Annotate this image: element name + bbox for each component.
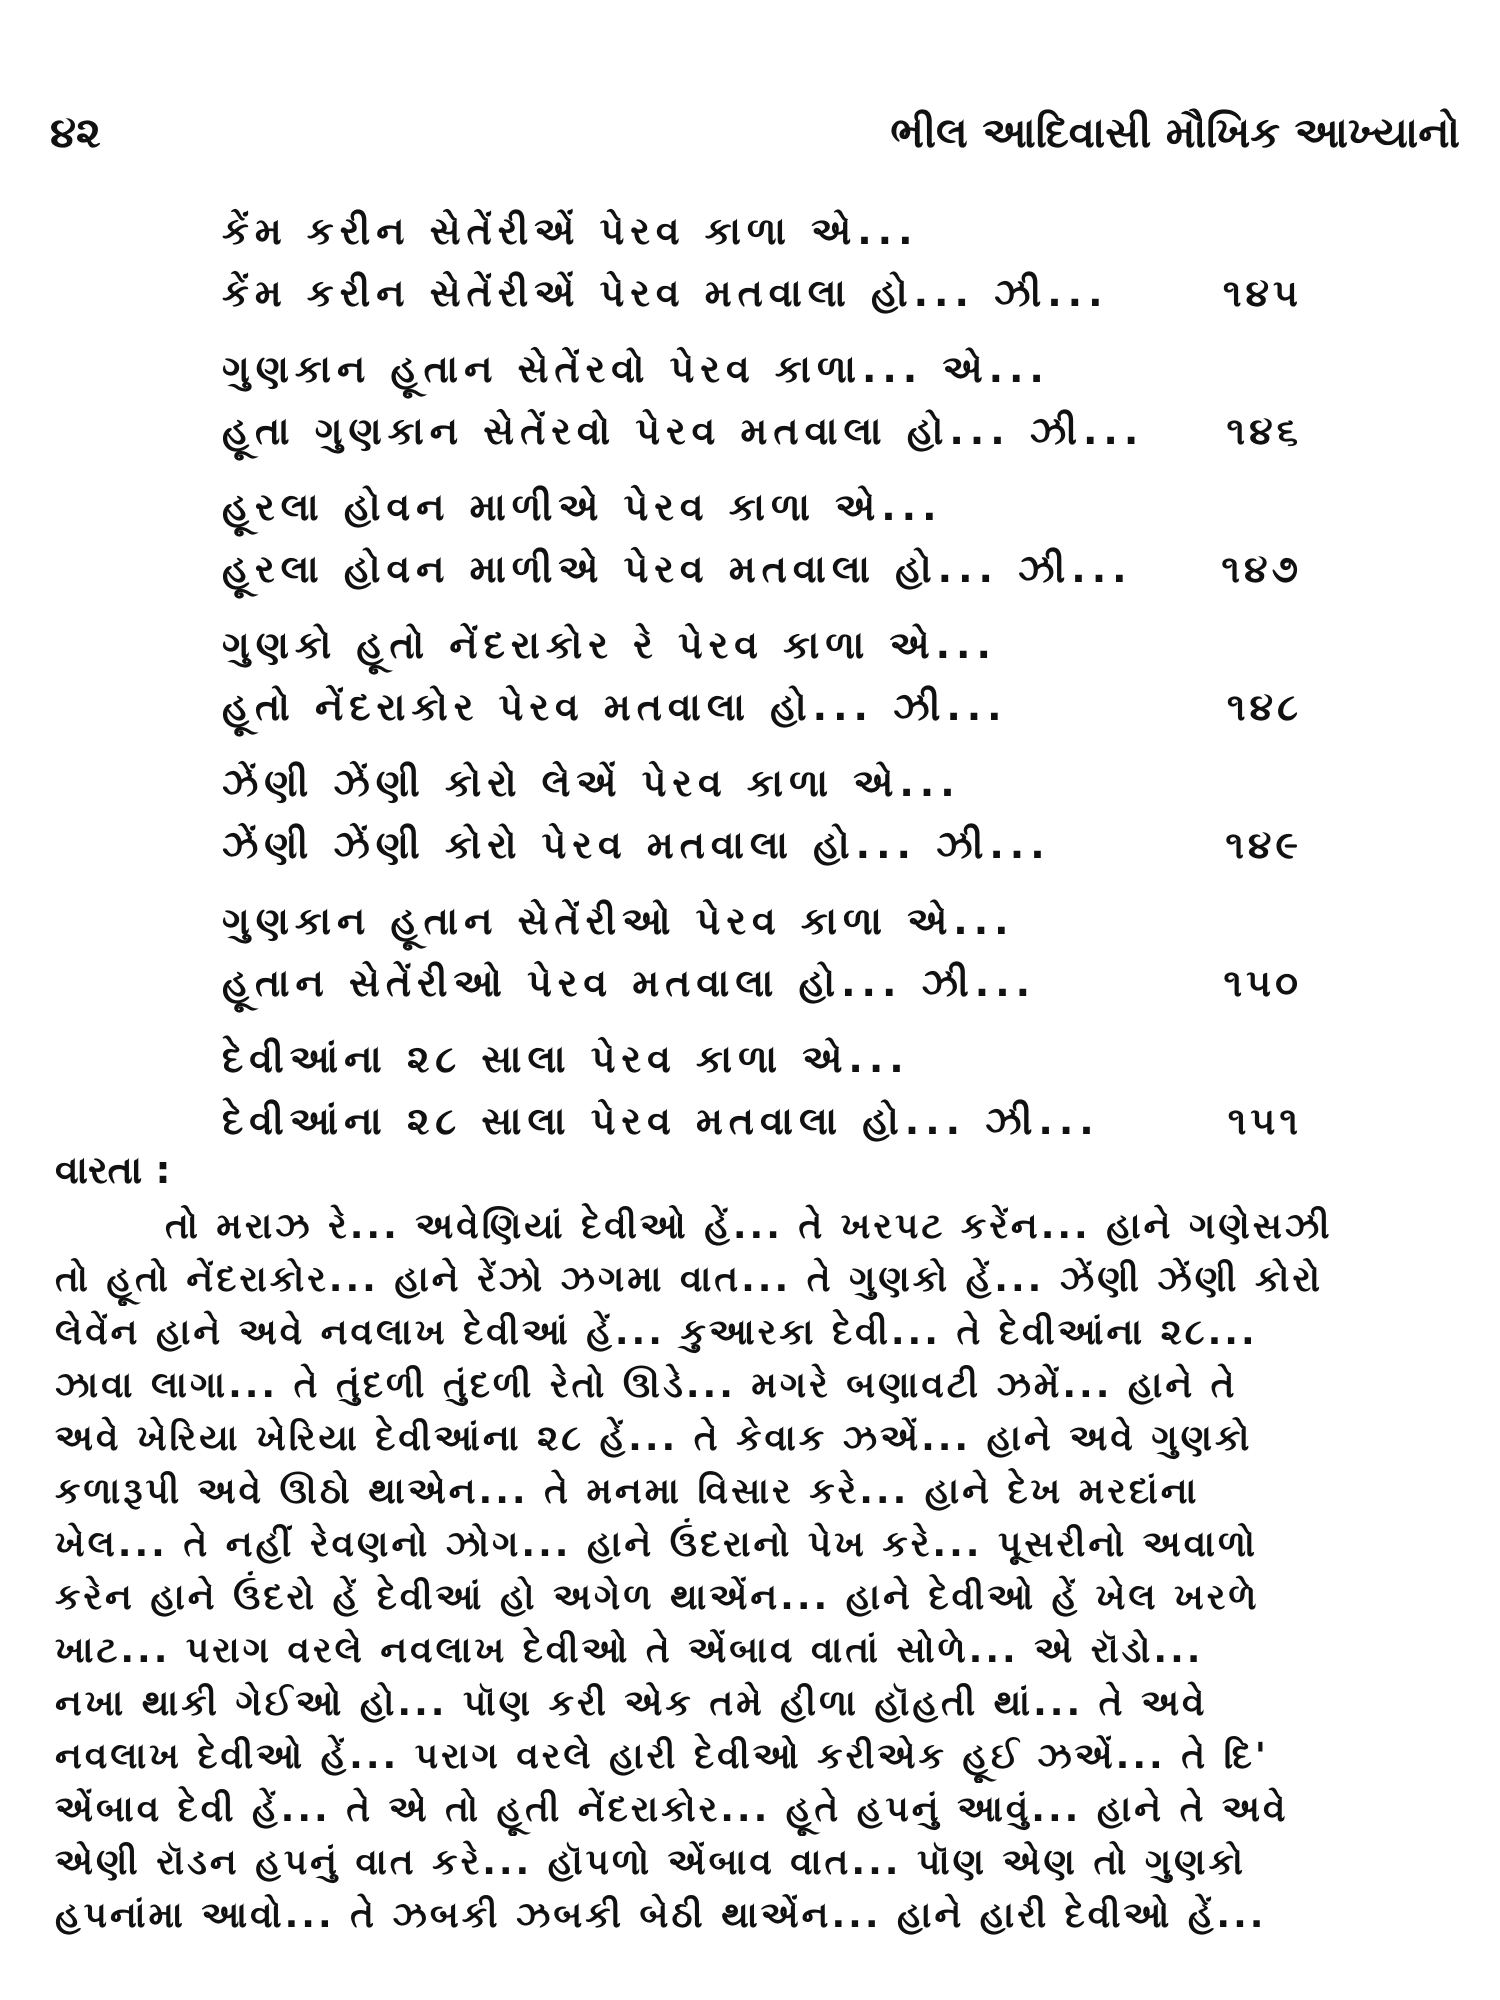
verse-text: ગુણકાન હૂતાન સેતેંરીઓ પેરવ કાળા એ... [222, 899, 1015, 943]
verse-text: ઝેંણી ઝેંણી કોરો પેરવ મતવાલા હો... ઝી... [222, 823, 1051, 867]
verse-line [222, 614, 1302, 676]
verse-text: હૂરલા હોવન માળીએ પેરવ મતવાલા હો... ઝી... [222, 547, 1133, 591]
prose-line: લેવેંન હાને અવે નવલાખ દેવીઆં હેં... કુઆરકા દેવી... તે દેવીઆંના ૨૮... [55, 1312, 1258, 1353]
stanza [222, 476, 1302, 614]
prose-line: ખાટ... પરાગ વરલે નવલાખ દેવીઓ તે એંબાવ વાતાં સોળે... એ રૉડો... [55, 1630, 1204, 1671]
prose-line: હપનાંમા આવો... તે ઝબકી ઝબકી બેઠી થાએંન... હાને હારી દેવીઓ હેં... [55, 1895, 1267, 1936]
verse-text: ગુણકાન હૂતાન સેતેંરવો પેરવ કાળા... એ... [222, 347, 1050, 391]
verse-text: હૂતાન સેતેંરીઓ પેરવ મતવાલા હો... ઝી... [222, 961, 1037, 1005]
verse-line [222, 890, 1302, 952]
verse-number: ૧૫૧ [1227, 1099, 1302, 1143]
verse-text: કેંમ કરીન સેતેંરીએં પેરવ મતવાલા હો... ઝી... [222, 271, 1109, 315]
verse-number: ૧૪૫ [1222, 271, 1302, 315]
verse-line [222, 1028, 1302, 1090]
prose-line: અવે ખેરિયા ખેરિયા દેવીઆંના ૨૮ હેં... તે કેવાક ઝએં... હાને અવે ગુણકો [55, 1418, 1253, 1459]
verse-section [222, 200, 1302, 1166]
verse-line [222, 400, 1302, 462]
running-title: ભીલ આદિવાસી મૌખિક આખ્યાનો [890, 108, 1460, 157]
verse-text: હૂતો નેંદરાકોર પેરવ મતવાલા હો... ઝી... [222, 685, 1008, 729]
prose-line: કરેન હાને ઉંદરો હેં દેવીઆં હો અગેળ થાએંન... હાને દેવીઓ હેં ખેલ ખરળે [55, 1577, 1260, 1618]
stanza [222, 752, 1302, 890]
verse-text: હૂતા ગુણકાન સેતેંરવો પેરવ મતવાલા હો... ઝી... [222, 409, 1145, 453]
prose-line: તો હૂતો નેંદરાકોર... હાને રેંઝો ઝગમા વાત... તે ગુણકો હેં... ઝેંણી ઝેંણી કોરો [55, 1259, 1324, 1300]
verse-text: દેવીઆંના ૨૮ સાલા પેરવ કાળા એ... [222, 1037, 910, 1081]
story-heading: વારતા : [55, 1148, 171, 1192]
prose-line: નવલાખ દેવીઓ હેં... પરાગ વરલે હારી દેવીઓ કરીએક હૂઈ ઝએં... તે દિ' [55, 1736, 1269, 1777]
stanza [222, 614, 1302, 752]
prose-line: એંબાવ દેવી હેં... તે એ તો હૂતી નેંદરાકોર... હૂતે હપનું આવું... હાને તે અવે [55, 1789, 1289, 1830]
verse-text: હૂરલા હોવન માળીએ પેરવ કાળા એ... [222, 485, 943, 529]
prose-line: ખેલ... તે નહીં રેવણનો ઝોગ... હાને ઉંદરાનો પેખ કરે... પૂસરીનો અવાળો [55, 1524, 1259, 1565]
verse-number: ૧૪૭ [1221, 547, 1302, 591]
story-text [55, 1200, 1470, 1942]
verse-line [222, 200, 1302, 262]
verse-line [222, 952, 1302, 1014]
verse-text: દેવીઆંના ૨૮ સાલા પેરવ મતવાલા હો... ઝી... [222, 1099, 1100, 1143]
stanza [222, 890, 1302, 1028]
verse-number: ૧૪૮ [1226, 685, 1302, 729]
verse-line [222, 338, 1302, 400]
prose-line: એણી રૉડન હપનું વાત કરે... હૉપળો એંબાવ વાત... પૉણ એણ તો ગુણકો [55, 1842, 1246, 1883]
verse-line [222, 676, 1302, 738]
verse-number: ૧૪૬ [1226, 409, 1302, 453]
page-number: ૪૨ [50, 108, 101, 157]
stanza [222, 1028, 1302, 1166]
prose-line: નખા થાકી ગેઈઓ હો... પૉણ કરી એક તમે હીળા હૉહતી થાં... તે અવે [55, 1683, 1208, 1724]
verse-number: ૧૪૯ [1225, 823, 1302, 867]
verse-text: કેંમ કરીન સેતેંરીએં પેરવ કાળા એ... [222, 209, 919, 253]
verse-line [222, 538, 1302, 600]
stanza [222, 338, 1302, 476]
verse-text: ઝેંણી ઝેંણી કોરો લેએં પેરવ કાળા એ... [222, 761, 961, 805]
verse-line [222, 476, 1302, 538]
prose-line: ઝાવા લાગા... તે તુંદળી તુંદળી રેતો ઊડે... મગરે બણાવટી ઝમેં... હાને તે [55, 1365, 1238, 1406]
verse-line [222, 752, 1302, 814]
stanza [222, 200, 1302, 338]
verse-line [222, 262, 1302, 324]
verse-line [222, 1090, 1302, 1152]
prose-line: તો મરાઝ રે... અવેણિયાં દેવીઓ હેં... તે ખરપટ કરેંન... હાને ગણેસઝી [165, 1206, 1333, 1247]
verse-number: ૧૫૦ [1223, 961, 1302, 1005]
prose-line: કળારૂપી અવે ઊઠો થાએન... તે મનમા વિસાર કરે... હાને દેખ મરદાંના [55, 1471, 1200, 1512]
verse-line [222, 814, 1302, 876]
verse-text: ગુણકો હૂતો નેંદરાકોર રે પેરવ કાળા એ... [222, 623, 997, 667]
page-header [50, 108, 1460, 168]
